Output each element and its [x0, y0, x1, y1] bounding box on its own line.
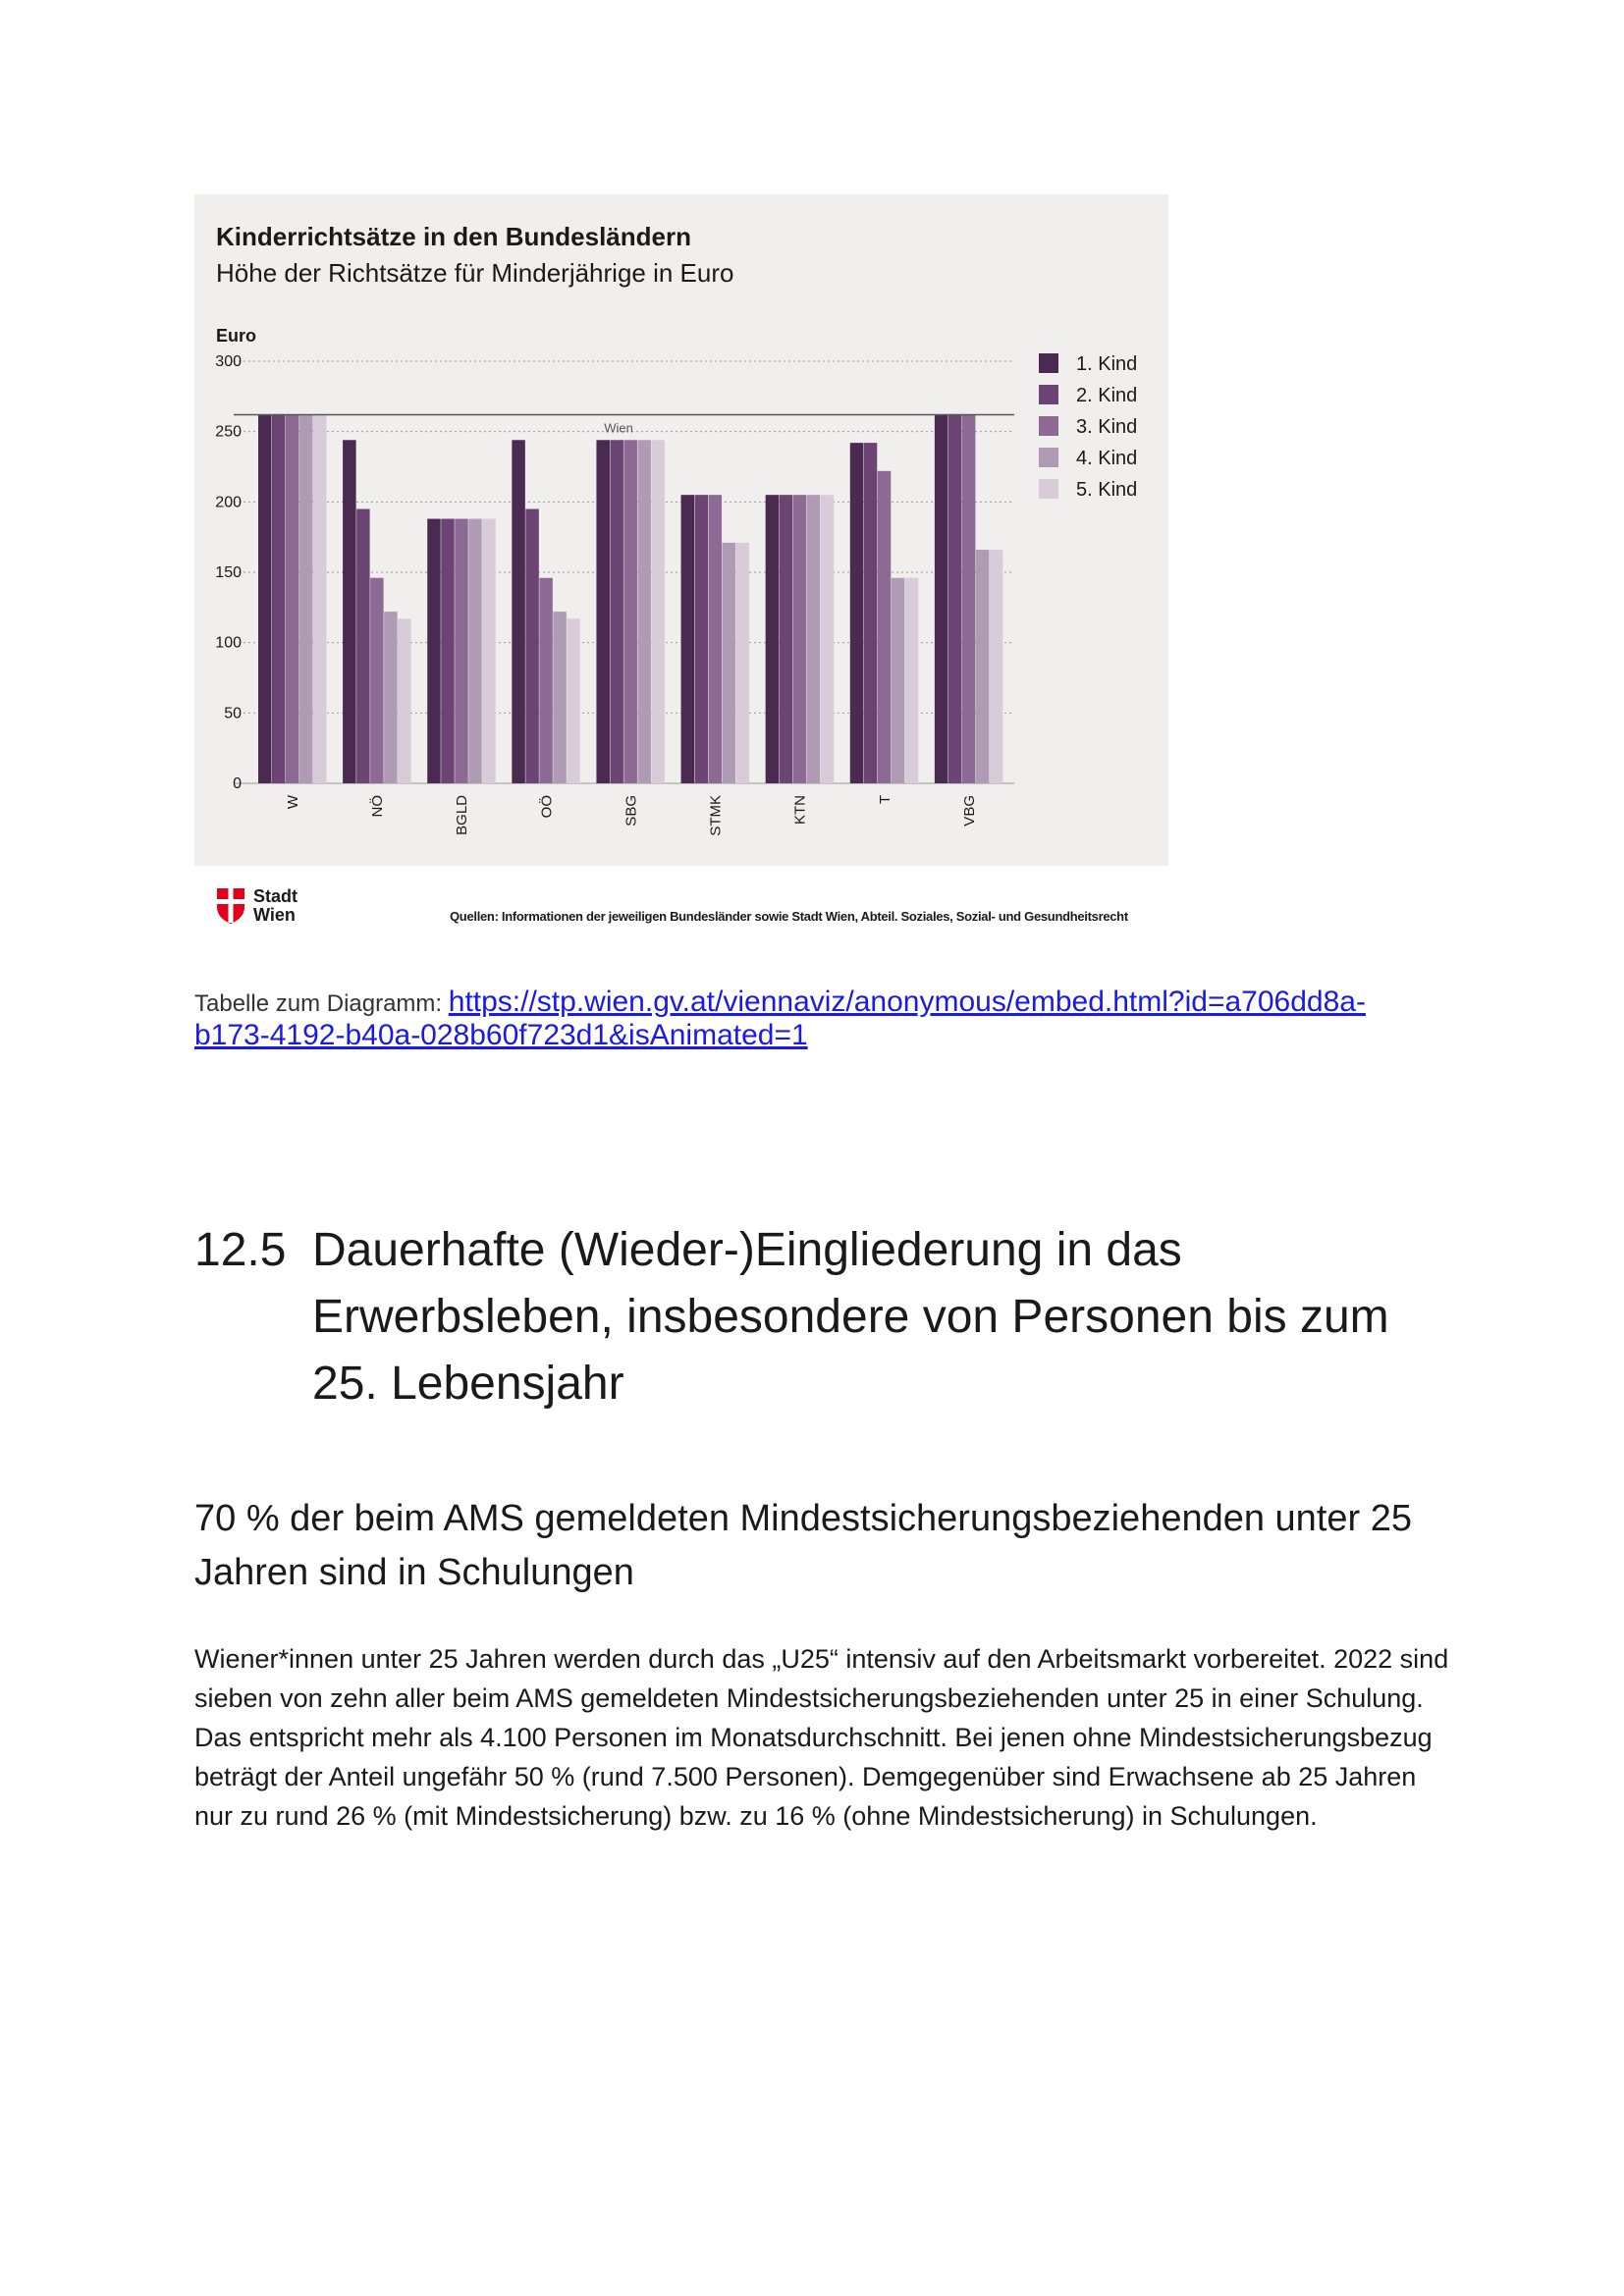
legend-label: 2. Kind [1076, 385, 1138, 406]
x-category-label: T [876, 795, 893, 805]
x-category-label: W [285, 795, 301, 810]
bar-chart [194, 194, 1168, 866]
x-category-label: SBG [623, 795, 640, 827]
legend-label: 4. Kind [1076, 448, 1138, 469]
bar [681, 495, 695, 783]
bar [850, 443, 864, 783]
legend-swatch [1039, 353, 1058, 373]
bar [821, 495, 835, 783]
legend-swatch [1039, 385, 1058, 404]
bar [976, 550, 990, 783]
table-link[interactable]: https://stp.wien.gv.at/viennaviz/anonymous/embed.html?id=a706dd8a-b173-4192-b40a-028b60f723d1&isAnimated=1 [194, 986, 1366, 1051]
bar [398, 618, 411, 783]
bar [272, 414, 286, 783]
legend-label: 5. Kind [1076, 479, 1138, 501]
bar [709, 495, 723, 783]
bar [780, 495, 793, 783]
legend-swatch [1039, 448, 1058, 467]
bar [990, 550, 1003, 783]
bar [905, 578, 919, 783]
x-category-label: BGLD [454, 795, 471, 835]
chart-container [194, 194, 1168, 866]
table-link-block [194, 987, 1432, 1053]
bar [384, 612, 398, 783]
bar [525, 509, 539, 784]
x-category-label: STMK [707, 795, 725, 836]
body-paragraph: Wiener*innen unter 25 Jahren werden durch das „U25“ intensiv auf den Arbeitsmarkt vorbereitet. 2022 sind sieben von zehn aller beim AMS gemeldeten Mindestsicherungsbeziehenden unter 25 in einer Schulung. Das entspricht mehr als 4.100 Personen im Monatsdurchschnitt. Bei jenen ohne Mindestsicherungsbezug beträgt der Anteil ungefähr 50 % (rund 7.500 Personen). Demgegenüber sind Erwachsene ab 25 Jahren nur zu rund 26 % (mit Mindestsicherung) bzw. zu 16 % (ohne Mindestsicherung) in Schulungen. [194, 1644, 1449, 1831]
logo-line-1: Stadt [253, 886, 298, 906]
legend-label: 1. Kind [1076, 353, 1138, 375]
y-tick-label: 250 [215, 423, 242, 441]
subheading: 70 % der beim AMS gemeldeten Mindestsicherungsbeziehenden unter 25 Jahren sind in Schulungen [194, 1498, 1412, 1593]
x-category-label: NÖ [369, 795, 387, 818]
y-tick-label: 300 [215, 353, 242, 370]
bar [596, 440, 610, 783]
bar [723, 543, 736, 783]
bar [766, 495, 780, 783]
bar [441, 519, 455, 783]
legend-swatch [1039, 416, 1058, 436]
logo-line-2: Wien [253, 905, 296, 925]
y-tick-label: 0 [233, 775, 242, 792]
table-link-label: Tabelle zum Diagramm: [194, 990, 443, 1017]
bar [356, 509, 370, 784]
bar [539, 578, 553, 783]
bar [313, 414, 327, 783]
bar [864, 443, 878, 783]
section-heading [194, 1217, 1432, 1417]
y-tick-label: 50 [224, 705, 242, 722]
bar [637, 440, 651, 783]
bar [343, 440, 356, 783]
bar [610, 440, 623, 783]
bar [892, 578, 905, 783]
bar [651, 440, 665, 783]
bar [878, 471, 892, 783]
bars [258, 414, 1002, 783]
bar [736, 543, 750, 783]
bar [258, 414, 272, 783]
bar [807, 495, 821, 783]
reference-line [234, 414, 1014, 435]
chart-source: Quellen: Informationen der jeweiligen Bundesländer sowie Stadt Wien, Abteil. Soziales, Sozial- und Gesundheitsrecht [450, 909, 1128, 924]
y-axis-label: Euro [216, 326, 257, 346]
chart-title: Kinderrichtsätze in den Bundesländern [216, 222, 691, 251]
bar [482, 519, 496, 783]
x-category-label: VBG [960, 795, 978, 827]
reference-line-label: Wien [604, 420, 633, 436]
bar [286, 414, 299, 783]
legend-swatch [1039, 479, 1058, 499]
bar [962, 414, 976, 783]
bar [427, 519, 441, 783]
bar [370, 578, 384, 783]
y-tick-label: 200 [215, 494, 242, 511]
x-axis-categories [285, 794, 978, 836]
bar [553, 612, 567, 783]
section-number: 12.5 [194, 1224, 287, 1276]
bar [695, 495, 709, 783]
bar [567, 618, 580, 783]
bar [299, 414, 313, 783]
bar [623, 440, 637, 783]
bar [455, 519, 468, 783]
bar [935, 414, 948, 783]
stadt-wien-logo [216, 887, 298, 925]
x-category-label: KTN [791, 795, 809, 825]
bar [948, 414, 962, 783]
legend [1039, 353, 1137, 501]
chart-subtitle: Höhe der Richtsätze für Minderjährige in Euro [216, 258, 734, 288]
vienna-shield-icon [216, 887, 245, 925]
bar [512, 440, 525, 783]
x-category-label: OÖ [538, 795, 556, 819]
y-tick-label: 100 [215, 634, 242, 652]
bar [468, 519, 482, 783]
y-axis-ticks [215, 353, 242, 792]
section-title: Dauerhafte (Wieder-)Eingliederung in das Erwerbsleben, insbesondere von Personen bis zum 25. Lebensjahr [312, 1224, 1389, 1410]
y-tick-label: 150 [215, 564, 242, 581]
bar [793, 495, 807, 783]
logo-text [253, 887, 298, 925]
legend-label: 3. Kind [1076, 416, 1138, 438]
